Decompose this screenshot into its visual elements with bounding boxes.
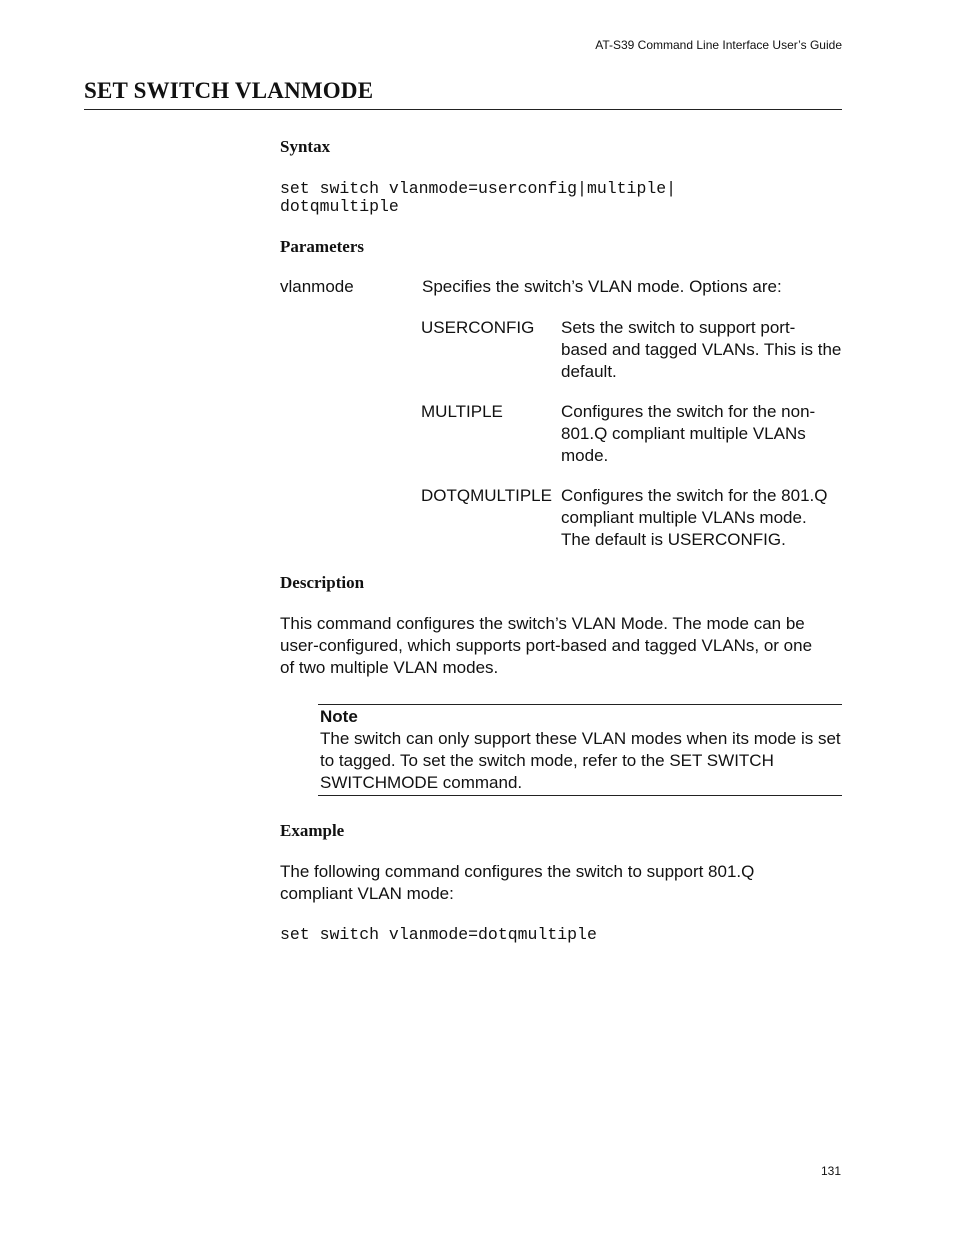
syntax-line-2: dotqmultiple (280, 197, 399, 216)
param-description: Specifies the switch’s VLAN mode. Options are: (422, 277, 782, 296)
option-desc-line: based and tagged VLANs. This is the (561, 340, 842, 359)
note-line: The switch can only support these VLAN modes when its mode is set (320, 729, 841, 748)
option-desc-line: Configures the switch for the 801.Q (561, 486, 828, 505)
note-label: Note (320, 707, 358, 726)
note-box (318, 704, 842, 796)
running-header: AT-S39 Command Line Interface User’s Guide (595, 38, 842, 52)
description-line: This command configures the switch’s VLAN Mode. The mode can be (280, 614, 805, 633)
option-desc-line: The default is USERCONFIG. (561, 530, 786, 549)
option-name-multiple: MULTIPLE (421, 402, 503, 421)
option-name-userconfig: USERCONFIG (421, 318, 535, 337)
description-line: user-configured, which supports port-based and tagged VLANs, or one (280, 636, 813, 655)
description-heading: Description (280, 573, 365, 592)
example-line: The following command configures the switch to support 801.Q (280, 862, 755, 881)
example-line: compliant VLAN mode: (280, 884, 454, 903)
option-name-dotqmultiple: DOTQMULTIPLE (421, 486, 552, 505)
title-rule (84, 109, 842, 110)
page-number: 131 (820, 1164, 841, 1178)
syntax-heading: Syntax (280, 137, 331, 156)
option-desc-line: default. (561, 362, 617, 381)
option-desc-line: Configures the switch for the non- (561, 402, 816, 421)
option-desc-line: 801.Q compliant multiple VLANs (561, 424, 806, 443)
note-line: SWITCHMODE command. (320, 773, 523, 792)
example-code: set switch vlanmode=dotqmultiple (280, 925, 597, 944)
param-name: vlanmode (280, 277, 354, 296)
section-title: SET SWITCH VLANMODE (84, 78, 374, 103)
example-heading: Example (280, 821, 345, 840)
description-line: of two multiple VLAN modes. (280, 658, 499, 677)
option-desc-line: Sets the switch to support port- (561, 318, 796, 337)
option-desc-line: mode. (561, 446, 609, 465)
syntax-line-1: set switch vlanmode=userconfig|multiple| (280, 179, 677, 198)
note-text (320, 728, 842, 794)
option-desc-line: compliant multiple VLANs mode. (561, 508, 807, 527)
parameters-heading: Parameters (280, 237, 365, 256)
note-line: to tagged. To set the switch mode, refer to the SET SWITCH (320, 751, 774, 770)
